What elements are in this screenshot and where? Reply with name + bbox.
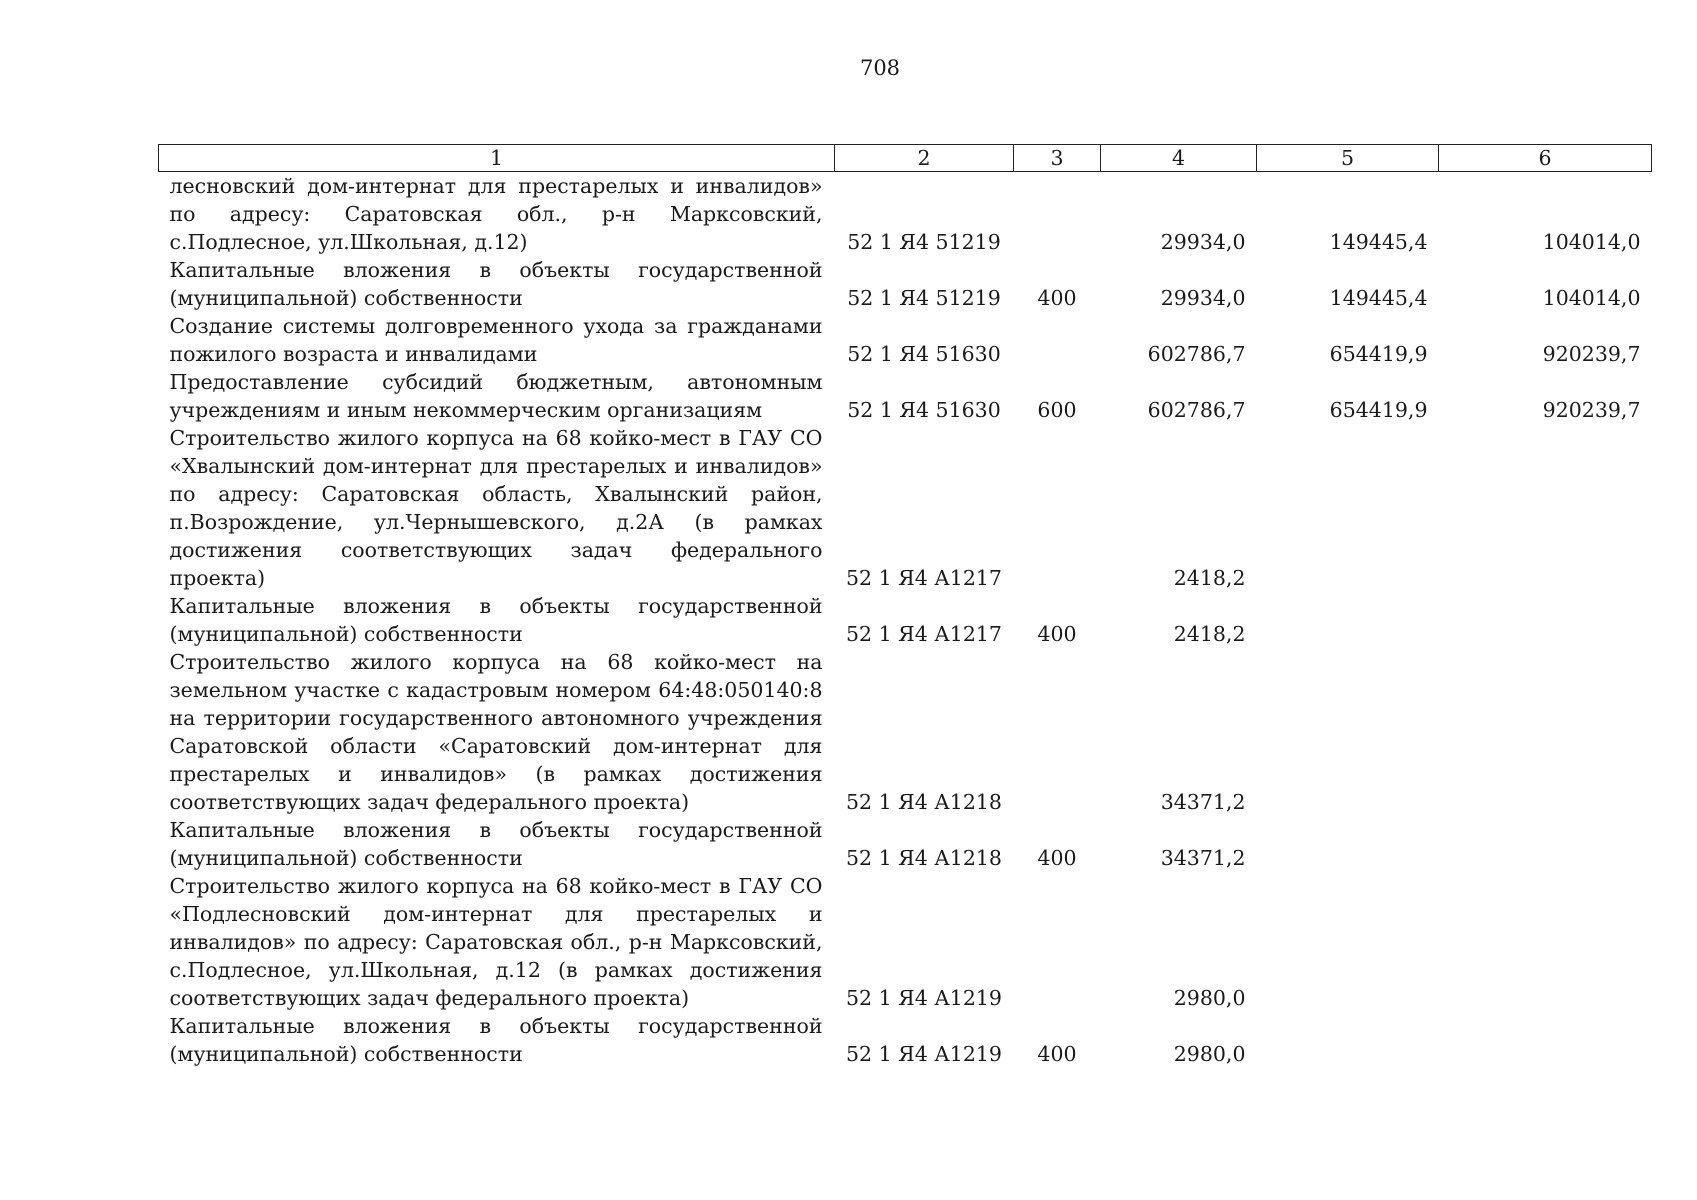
row-expense-type (1014, 424, 1101, 592)
row-amount-col-5: 654419,9 (1329, 342, 1428, 366)
row-name: Строительство жилого корпуса на 68 койко-мест в ГАУ СО «Хвалынский дом-интернат для престарелых и инвалидов» по адресу: Саратовская область, Хвалынский район, п.Возрождение, ул.Чернышевского, д.2А (в рамках достижения соответствующих задач федерального проекта) (169, 426, 823, 590)
row-amount-col-6 (1439, 648, 1652, 816)
header-col-6: 6 (1439, 145, 1652, 172)
row-amount-col-5 (1257, 592, 1439, 648)
header-col-2: 2 (835, 145, 1014, 172)
page-number: 708 (859, 56, 901, 80)
row-expense-type (1014, 648, 1101, 816)
row-amount-col-4: 602786,7 (1147, 342, 1246, 366)
table-row (159, 1012, 1652, 1068)
row-expense-type (1014, 312, 1101, 368)
row-name: Капитальные вложения в объекты государственной (муниципальной) собственности (169, 1014, 823, 1066)
row-amount-col-6 (1439, 592, 1652, 648)
header-col-1: 1 (159, 145, 835, 172)
row-name: Создание системы долговременного ухода за гражданами пожилого возраста и инвалидами (169, 314, 823, 366)
row-amount-col-6 (1439, 1012, 1652, 1068)
row-amount-col-4: 29934,0 (1160, 230, 1246, 254)
row-name: Капитальные вложения в объекты государственной (муниципальной) собственности (169, 258, 823, 310)
row-amount-col-4: 2418,2 (1173, 566, 1246, 590)
row-name: Капитальные вложения в объекты государственной (муниципальной) собственности (169, 818, 823, 870)
row-amount-col-6: 104014,0 (1542, 230, 1641, 254)
row-amount-col-5: 654419,9 (1329, 398, 1428, 422)
table-row (159, 368, 1652, 424)
row-amount-col-4: 602786,7 (1147, 398, 1246, 422)
table-header (159, 145, 1652, 172)
table-row (159, 648, 1652, 816)
header-row (159, 145, 1652, 172)
row-amount-col-5 (1257, 424, 1439, 592)
row-target-code: 52 1 Я4 51219 (847, 230, 1001, 254)
row-target-code: 52 1 Я4 А1218 (846, 846, 1002, 870)
row-expense-type (1014, 172, 1101, 257)
table-row (159, 312, 1652, 368)
row-expense-type: 400 (1037, 846, 1077, 870)
row-amount-col-4: 2418,2 (1173, 622, 1246, 646)
row-amount-col-5 (1257, 648, 1439, 816)
row-amount-col-6: 920239,7 (1542, 398, 1641, 422)
row-target-code: 52 1 Я4 А1219 (846, 986, 1002, 1010)
row-expense-type: 600 (1037, 398, 1077, 422)
row-name: Предоставление субсидий бюджетным, автономным учреждениям и иным некоммерческим организациям (169, 370, 823, 422)
row-target-code: 52 1 Я4 51630 (847, 398, 1001, 422)
row-expense-type: 400 (1037, 622, 1077, 646)
row-target-code: 52 1 Я4 А1218 (846, 790, 1002, 814)
budget-table (158, 144, 1652, 1068)
table-row (159, 172, 1652, 257)
row-amount-col-4: 29934,0 (1160, 286, 1246, 310)
row-amount-col-4: 2980,0 (1173, 986, 1246, 1010)
header-col-5: 5 (1257, 145, 1439, 172)
header-col-3: 3 (1014, 145, 1101, 172)
row-amount-col-5 (1257, 872, 1439, 1012)
row-name: Строительство жилого корпуса на 68 койко-мест в ГАУ СО «Подлесновский дом-интернат для престарелых и инвалидов» по адресу: Саратовская обл., р-н Марксовский, с.Подлесное, ул.Школьная, д.12 (в рамках достижения соответствующих задач федерального проекта) (169, 874, 823, 1010)
table-row (159, 816, 1652, 872)
row-amount-col-4: 34371,2 (1160, 846, 1246, 870)
table-row (159, 592, 1652, 648)
row-amount-col-5 (1257, 1012, 1439, 1068)
row-target-code: 52 1 Я4 А1217 (846, 622, 1002, 646)
row-amount-col-5: 149445,4 (1329, 286, 1428, 310)
row-amount-col-6 (1439, 424, 1652, 592)
row-expense-type: 400 (1037, 286, 1077, 310)
row-expense-type (1014, 872, 1101, 1012)
row-name: Строительство жилого корпуса на 68 койко-мест на земельном участке с кадастровым номером 64:48:050140:8 на территории государственного автономного учреждения Саратовской области «Саратовский дом-интернат для престарелых и инвалидов» (в рамках достижения соответствующих задач федерального проекта) (169, 650, 823, 814)
row-amount-col-5 (1257, 816, 1439, 872)
row-amount-col-4: 2980,0 (1173, 1042, 1246, 1066)
row-amount-col-4: 34371,2 (1160, 790, 1246, 814)
row-target-code: 52 1 Я4 А1217 (846, 566, 1002, 590)
row-amount-col-6 (1439, 816, 1652, 872)
row-expense-type: 400 (1037, 1042, 1077, 1066)
row-amount-col-6 (1439, 872, 1652, 1012)
row-target-code: 52 1 Я4 А1219 (846, 1042, 1002, 1066)
table-row (159, 256, 1652, 312)
row-name: лесновский дом-интернат для престарелых и инвалидов» по адресу: Саратовская обл., р-н Марксовский, с.Подлесное, ул.Школьная, д.12) (169, 174, 823, 254)
row-target-code: 52 1 Я4 51219 (847, 286, 1001, 310)
row-name: Капитальные вложения в объекты государственной (муниципальной) собственности (169, 594, 823, 646)
row-amount-col-5: 149445,4 (1329, 230, 1428, 254)
row-amount-col-6: 104014,0 (1542, 286, 1641, 310)
row-amount-col-6: 920239,7 (1542, 342, 1641, 366)
table-body (159, 172, 1652, 1069)
header-col-4: 4 (1101, 145, 1257, 172)
row-target-code: 52 1 Я4 51630 (847, 342, 1001, 366)
table-row (159, 872, 1652, 1012)
table-row (159, 424, 1652, 592)
